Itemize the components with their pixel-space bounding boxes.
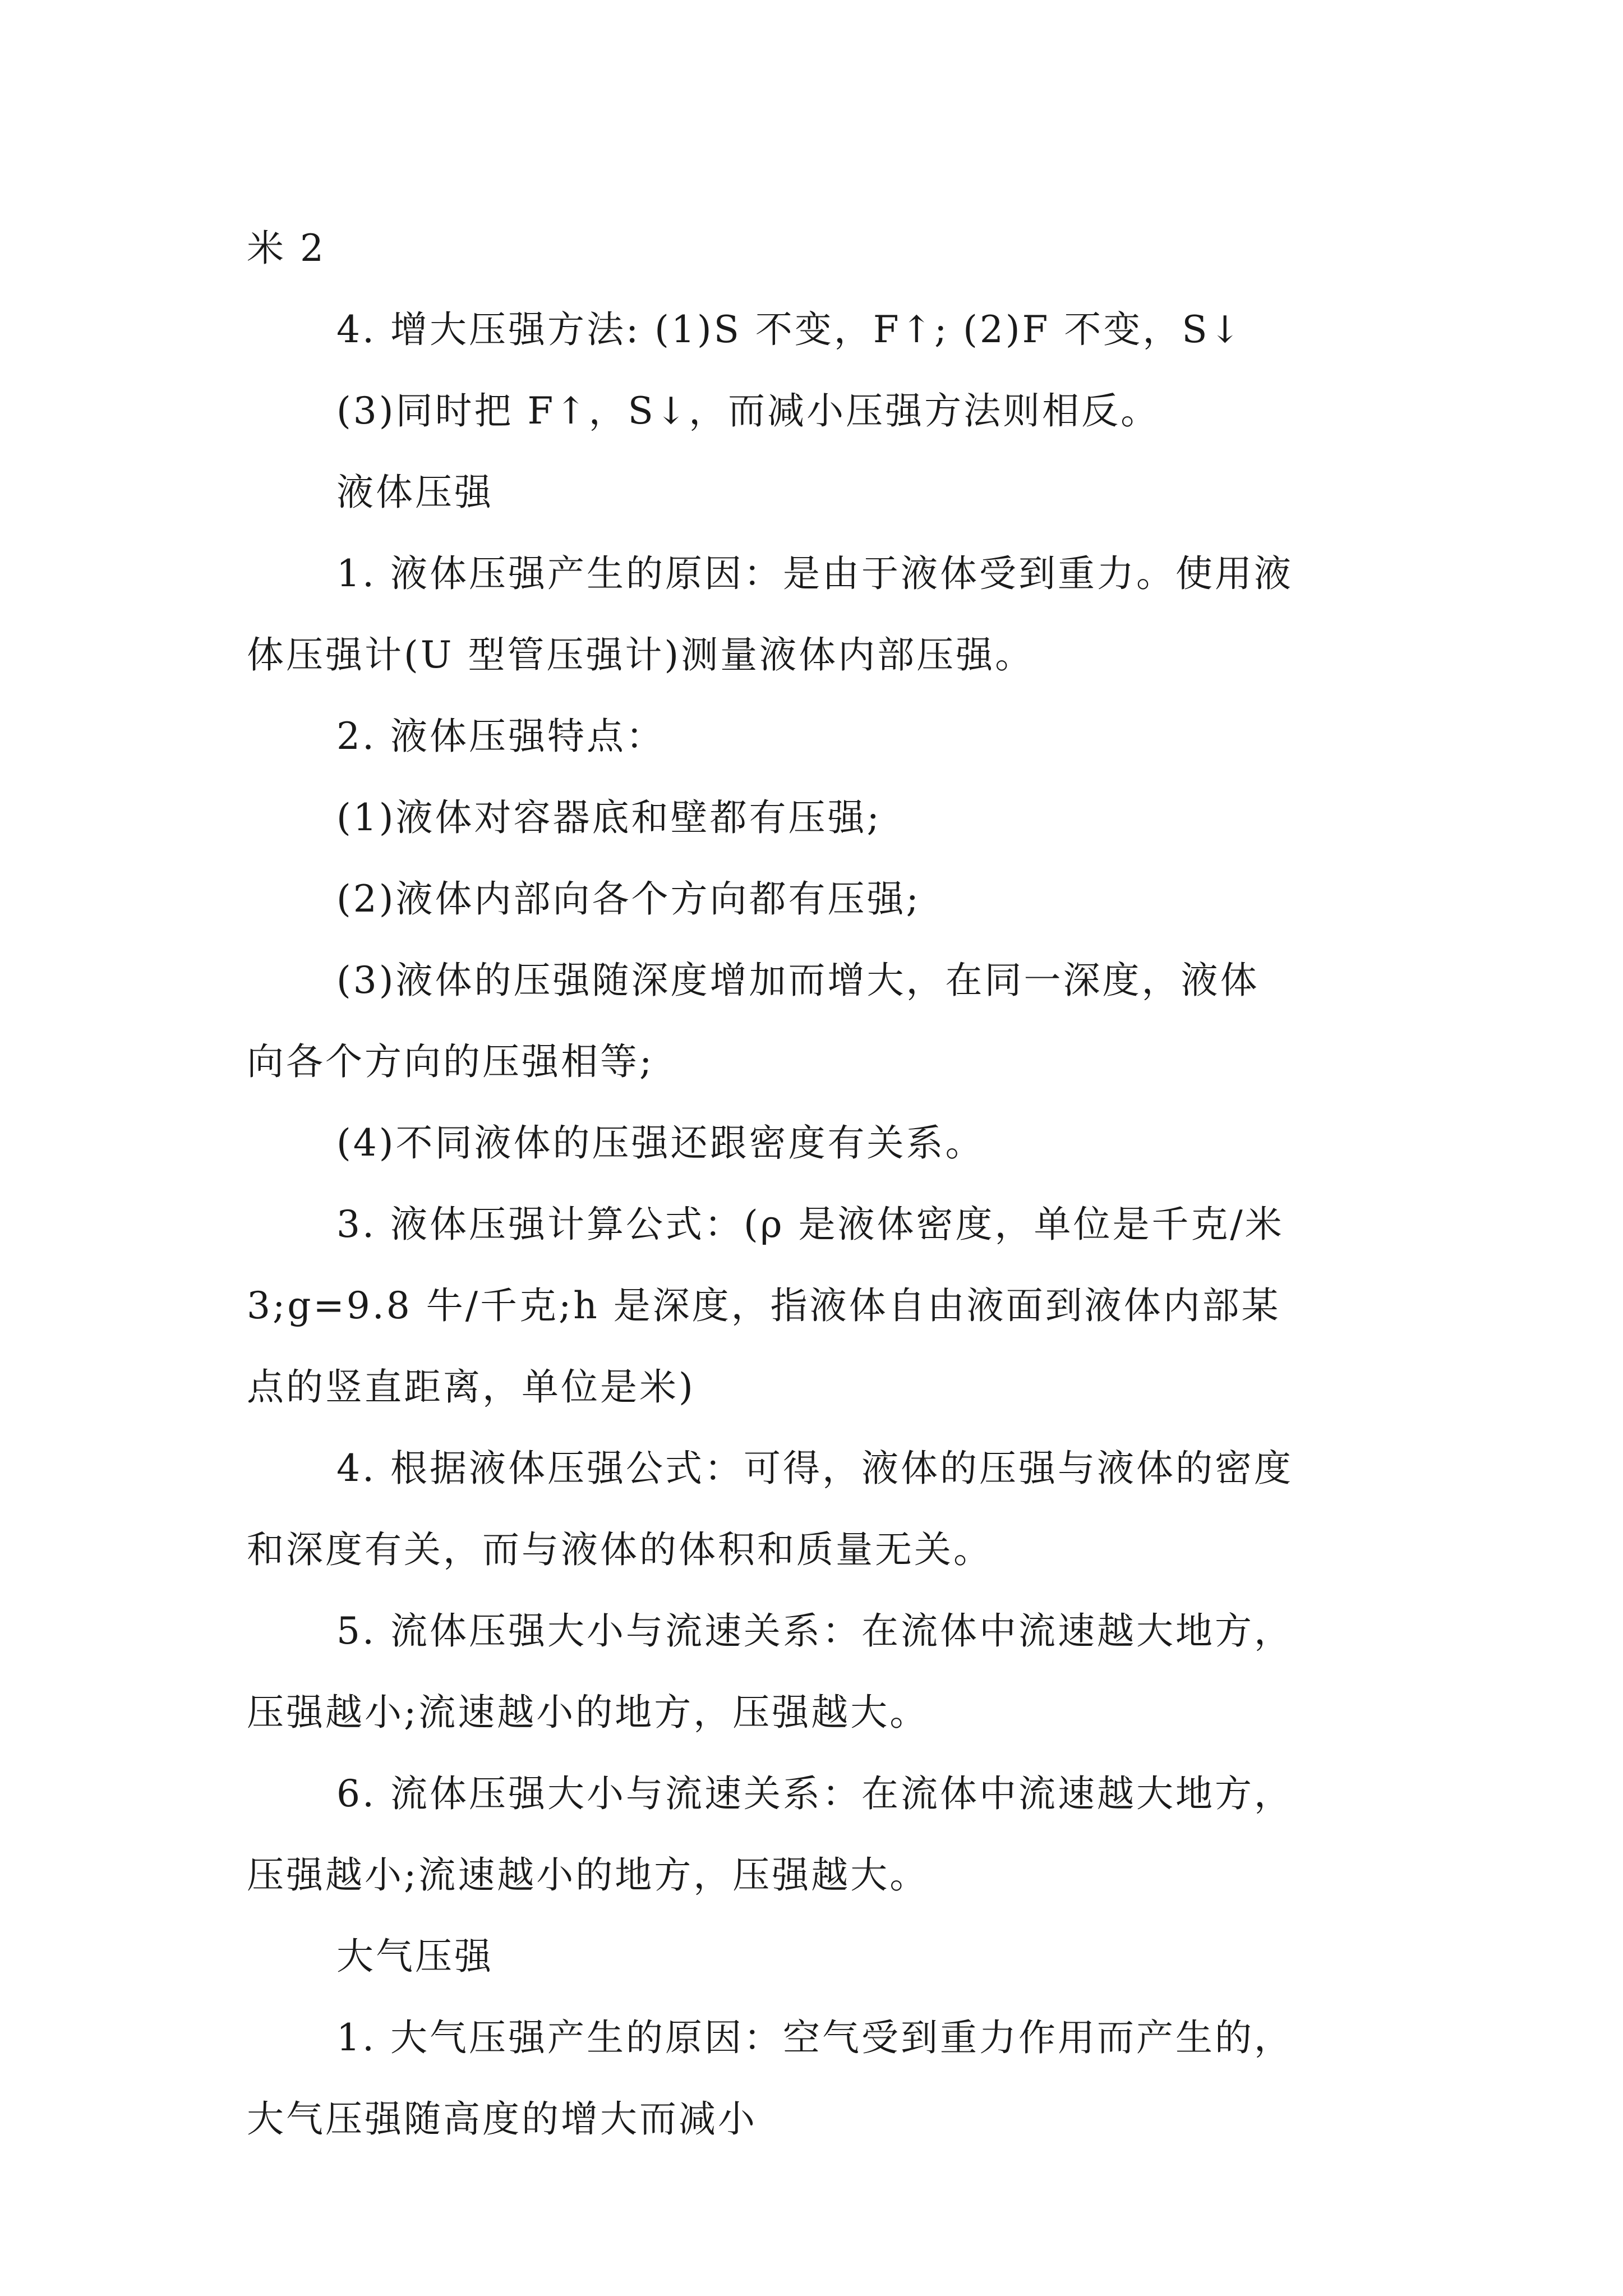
document-page <box>247 208 1391 2160</box>
text-line: 4. 根据液体压强公式：可得，液体的压强与液体的密度 <box>336 1447 1293 1490</box>
text-line: 压强越小;流速越小的地方，压强越大。 <box>247 1691 929 1734</box>
text-line: 2. 液体压强特点： <box>336 715 665 758</box>
text-line: (3)同时把 F↑，S↓，而减小压强方法则相反。 <box>336 389 1160 432</box>
section-heading: 大气压强 <box>336 1935 494 1978</box>
section-heading: 液体压强 <box>336 471 494 514</box>
text-line: 压强越小;流速越小的地方，压强越大。 <box>247 1853 929 1897</box>
text-line: 6. 流体压强大小与流速关系：在流体中流速越大地方， <box>336 1772 1293 1815</box>
text-line: 3;g=9.8 牛/千克;h 是深度，指液体自由液面到液体内部某 <box>247 1284 1281 1327</box>
text-line: 1. 大气压强产生的原因：空气受到重力作用而产生的， <box>336 2016 1293 2059</box>
text-line: 大气压强随高度的增大而减小 <box>247 2097 757 2141</box>
text-line: 向各个方向的压强相等; <box>247 1040 654 1083</box>
text-line: 体压强计(U 型管压强计)测量液体内部压强。 <box>247 633 1035 677</box>
text-line: 点的竖直距离，单位是米) <box>247 1365 695 1409</box>
text-line: (3)液体的压强随深度增加而增大，在同一深度，液体 <box>336 959 1260 1002</box>
text-line: 5. 流体压强大小与流速关系：在流体中流速越大地方， <box>336 1609 1293 1653</box>
text-line: 4. 增大压强方法: (1)S 不变，F↑; (2)F 不变，S↓ <box>336 308 1243 351</box>
text-line: (4)不同液体的压强还跟密度有关系。 <box>336 1121 985 1165</box>
text-line: (1)液体对容器底和壁都有压强; <box>336 796 882 839</box>
text-line: 1. 液体压强产生的原因：是由于液体受到重力。使用液 <box>336 552 1293 595</box>
text-line: 3. 液体压强计算公式：(ρ 是液体密度，单位是千克/米 <box>336 1203 1284 1246</box>
text-line: 和深度有关，而与液体的体积和质量无关。 <box>247 1528 993 1571</box>
text-line: 米 2 <box>247 227 326 270</box>
text-line: (2)液体内部向各个方向都有压强; <box>336 877 921 921</box>
